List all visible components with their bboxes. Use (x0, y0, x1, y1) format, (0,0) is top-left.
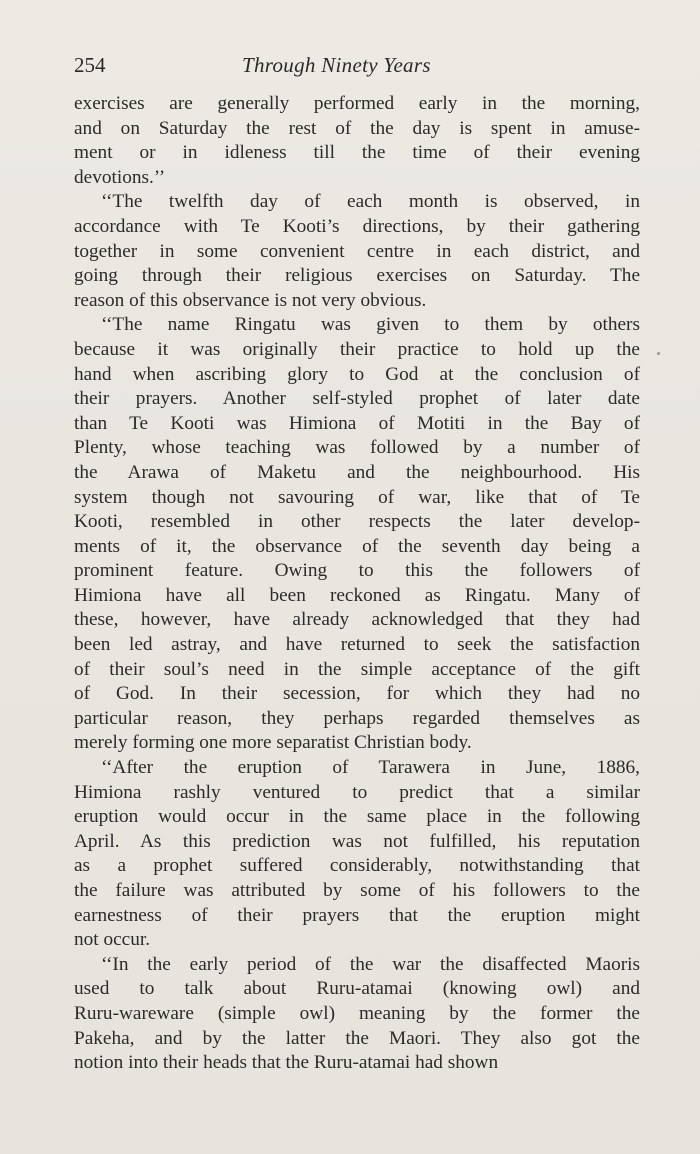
text-line: Himiona have all been reckoned as Ringatu. Many of (74, 584, 640, 606)
paragraph (74, 190, 640, 313)
text-line: devotions.’’ (74, 166, 166, 188)
text-line: been led astray, and have returned to seek the satisfaction (74, 634, 640, 656)
text-line: notion into their heads that the Ruru-atamai had shown (74, 1052, 499, 1074)
text-line: ‘‘The twelfth day of each month is observed, in (101, 191, 640, 213)
paragraph (74, 756, 640, 953)
text-line: Pakeha, and by the latter the Maori. They also got the (74, 1027, 640, 1049)
text-line: Himiona rashly ventured to predict that a similar (74, 781, 640, 803)
text-line: and on Saturday the rest of the day is spent in amuse- (74, 117, 640, 139)
text-line: ‘‘The name Ringatu was given to them by others (101, 314, 640, 336)
text-line: system though not savouring of war, like that of Te (74, 486, 640, 508)
text-line: the Arawa of Maketu and the neighbourhood. His (74, 461, 640, 483)
text-line: ments of it, the observance of the seventh day being a (74, 535, 640, 557)
text-line: Kooti, resembled in other respects the later develop- (74, 511, 640, 533)
text-line: of God. In their secession, for which they had no (74, 683, 640, 705)
text-line: not occur. (74, 929, 151, 951)
text-line: prominent feature. Owing to this the followers of (74, 560, 640, 582)
text-line: April. As this prediction was not fulfilled, his reputation (74, 830, 640, 852)
scan-speck (657, 352, 660, 355)
text-line: than Te Kooti was Himiona of Motiti in the Bay of (74, 412, 640, 434)
text-line: ment or in idleness till the time of their evening (74, 142, 640, 164)
text-line: merely forming one more separatist Christian body. (74, 732, 472, 754)
paragraph (74, 313, 640, 756)
text-line: ‘‘In the early period of the war the disaffected Maoris (101, 953, 640, 975)
text-line: accordance with Te Kooti’s directions, by their gathering (74, 215, 640, 237)
text-line: hand when ascribing glory to God at the conclusion of (74, 363, 640, 385)
paragraph (74, 953, 640, 1076)
text-line: particular reason, they perhaps regarded themselves as (74, 707, 640, 729)
body-text (74, 92, 640, 1076)
text-line: these, however, have already acknowledged that they had (74, 609, 640, 631)
text-line: as a prophet suffered considerably, notwithstanding that (74, 855, 640, 877)
text-line: eruption would occur in the same place in the following (74, 806, 640, 828)
text-line: going through their religious exercises on Saturday. The (74, 265, 640, 287)
page-header (74, 50, 640, 80)
text-line: the failure was attributed by some of his followers to the (74, 880, 640, 901)
text-line: used to talk about Ruru-atamai (knowing owl) and (74, 978, 640, 1000)
text-line: together in some convenient centre in each district, and (74, 240, 640, 262)
text-line: Ruru-wareware (simple owl) meaning by the former the (74, 1002, 640, 1024)
text-line: because it was originally their practice to hold up the (74, 338, 640, 360)
text-line: exercises are generally performed early in the morning, (74, 93, 640, 114)
text-line: their prayers. Another self-styled prophet of later date (74, 388, 640, 410)
text-line: reason of this observance is not very obvious. (74, 289, 427, 311)
page-number: 254 (74, 53, 106, 77)
text-line: of their soul’s need in the simple acceptance of the gift (74, 658, 640, 680)
text-line: ‘‘After the eruption of Tarawera in June, 1886, (101, 757, 640, 779)
paragraph (74, 92, 640, 190)
text-line: earnestness of their prayers that the eruption might (74, 904, 640, 926)
running-title: Through Ninety Years (242, 53, 431, 77)
text-line: Plenty, whose teaching was followed by a number of (74, 437, 640, 459)
